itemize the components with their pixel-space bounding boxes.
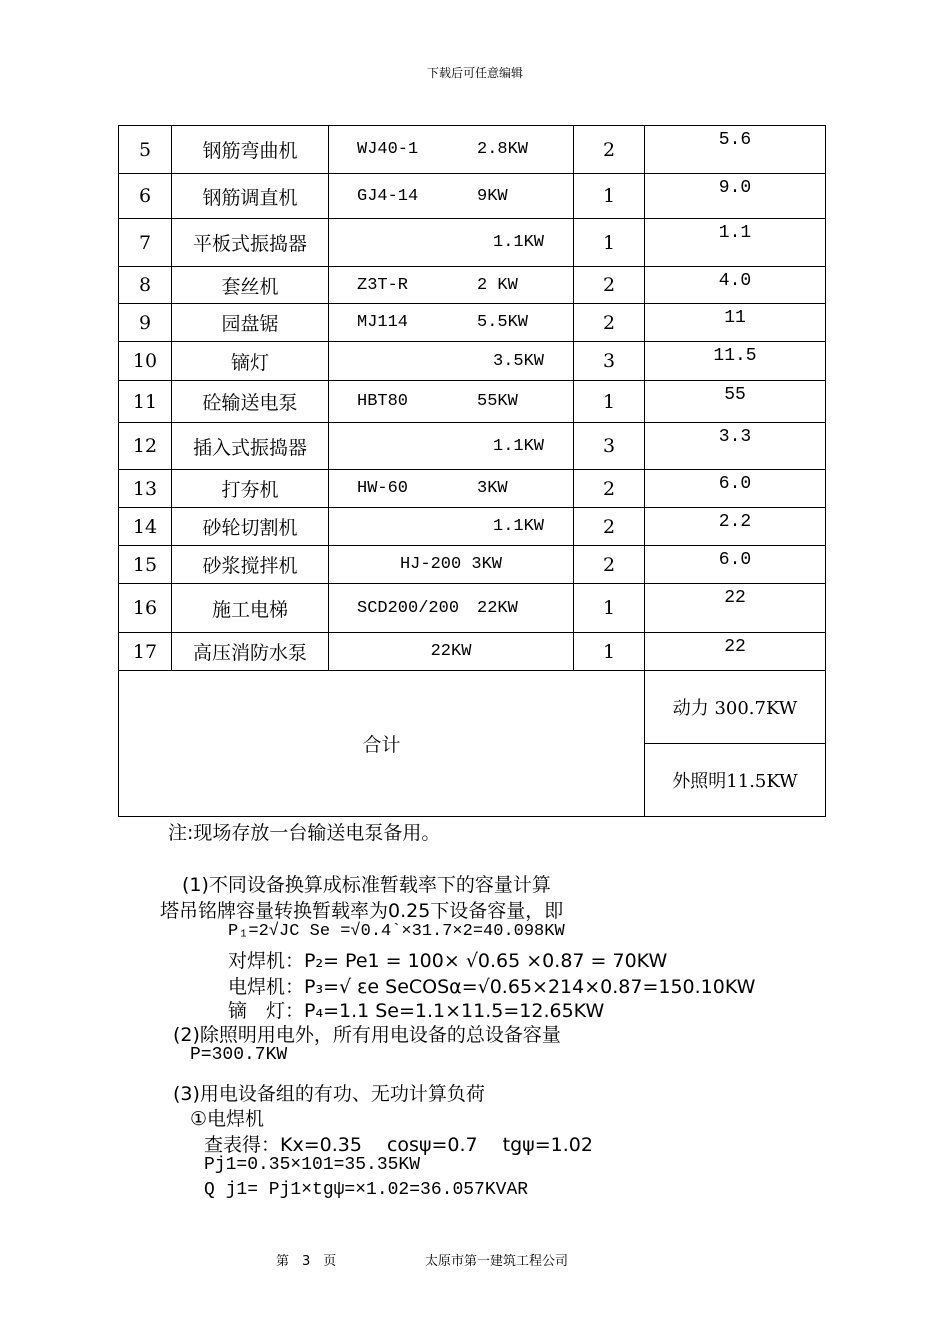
quantity: 2 bbox=[574, 126, 645, 174]
model-code: Z3T-R bbox=[357, 275, 409, 295]
quantity: 2 bbox=[574, 508, 645, 546]
row-number: 14 bbox=[119, 508, 172, 546]
row-number: 10 bbox=[119, 342, 172, 381]
quantity: 3 bbox=[574, 423, 645, 470]
table-row bbox=[119, 304, 826, 342]
formula-p4: 镝 灯：P₄=1.1 Se=1.1×11.5=12.65KW bbox=[228, 1000, 605, 1022]
rated-power: 2 KW bbox=[477, 275, 518, 295]
quantity: 1 bbox=[574, 633, 645, 671]
model-power bbox=[329, 508, 574, 546]
table-row bbox=[119, 423, 826, 470]
rated-power: 22KW bbox=[477, 598, 518, 618]
total-power: 2.2 bbox=[645, 508, 826, 546]
model-power bbox=[329, 267, 574, 304]
equipment-name: 打夯机 bbox=[172, 470, 329, 508]
formula-p1: P₁=2√JC Se =√0.4`×31.7×2=40.098KW bbox=[228, 922, 565, 941]
table-row bbox=[119, 267, 826, 304]
model-power bbox=[329, 342, 574, 381]
rated-power: 55KW bbox=[477, 392, 518, 411]
total-power: 55 bbox=[645, 381, 826, 423]
table-row bbox=[119, 126, 826, 174]
model-power bbox=[329, 546, 574, 584]
section-3-sub: ①电焊机 bbox=[190, 1108, 265, 1130]
total-power: 22 bbox=[645, 633, 826, 671]
model-power bbox=[329, 633, 574, 671]
equipment-name: 钢筋调直机 bbox=[172, 174, 329, 219]
row-number: 6 bbox=[119, 174, 172, 219]
model-code: 22KW bbox=[430, 642, 472, 661]
row-number: 12 bbox=[119, 423, 172, 470]
model-code: HBT80 bbox=[357, 392, 409, 411]
total-power: 11 bbox=[645, 304, 826, 342]
model-code: SCD200/200 bbox=[357, 598, 460, 618]
model-code: WJ40-1 bbox=[357, 140, 419, 159]
section-2-title: (2)除照明用电外，所有用电设备的总设备容量 bbox=[173, 1024, 561, 1046]
model-power bbox=[329, 174, 574, 219]
lookup-line: 查表得：Kx=0.35 cosψ=0.7 tgψ=1.02 bbox=[204, 1134, 593, 1156]
table-row bbox=[119, 470, 826, 508]
equipment-name: 平板式振捣器 bbox=[172, 219, 329, 267]
rated-power: 3KW bbox=[477, 479, 508, 498]
total-power: 5.6 bbox=[645, 126, 826, 174]
quantity: 1 bbox=[574, 381, 645, 423]
table-row bbox=[119, 381, 826, 423]
summary-power: 动力 300.7KW bbox=[645, 671, 826, 744]
section-1-title: (1)不同设备换算成标准暂载率下的容量计算 bbox=[182, 874, 551, 896]
model-code: HW-60 bbox=[357, 479, 409, 498]
quantity: 1 bbox=[574, 174, 645, 219]
table-row bbox=[119, 633, 826, 671]
table-row bbox=[119, 342, 826, 381]
quantity: 2 bbox=[574, 546, 645, 584]
equipment-name: 钢筋弯曲机 bbox=[172, 126, 329, 174]
page-number: 第 3 页 bbox=[276, 1254, 337, 1269]
equipment-name: 施工电梯 bbox=[172, 584, 329, 633]
model-code: GJ4-14 bbox=[357, 186, 419, 206]
row-number: 15 bbox=[119, 546, 172, 584]
model-power bbox=[329, 423, 574, 470]
row-number: 11 bbox=[119, 381, 172, 423]
section-3-title: (3)用电设备组的有功、无功计算负荷 bbox=[173, 1083, 485, 1105]
total-power: 6.0 bbox=[645, 546, 826, 584]
rated-power: 2.8KW bbox=[477, 140, 529, 159]
page-header: 下载后可任意编辑 bbox=[426, 66, 523, 80]
formula-qj1: Q j1= Pj1×tgψ=×1.02=36.057KVAR bbox=[204, 1180, 529, 1200]
rated-power: 1.1KW bbox=[493, 233, 545, 252]
row-number: 9 bbox=[119, 304, 172, 342]
table-row bbox=[119, 584, 826, 633]
equipment-name: 园盘锯 bbox=[172, 304, 329, 342]
quantity: 2 bbox=[574, 267, 645, 304]
equipment-table bbox=[118, 125, 826, 817]
formula-p2: 对焊机：P₂= Pe1 = 100× √0.65 ×0.87 = 70KW bbox=[228, 950, 668, 972]
table-row bbox=[119, 219, 826, 267]
total-power: 6.0 bbox=[645, 470, 826, 508]
rated-power: 1.1KW bbox=[493, 517, 545, 536]
equipment-name: 套丝机 bbox=[172, 267, 329, 304]
quantity: 1 bbox=[574, 584, 645, 633]
model-power bbox=[329, 381, 574, 423]
total-power: 4.0 bbox=[645, 267, 826, 304]
table-row bbox=[119, 546, 826, 584]
model-code: MJ114 bbox=[357, 313, 409, 332]
model-power bbox=[329, 219, 574, 267]
equipment-name: 砂浆搅拌机 bbox=[172, 546, 329, 584]
section-1-line: 塔吊铭牌容量转换暂载率为0.25下设备容量，即 bbox=[160, 900, 564, 922]
row-number: 16 bbox=[119, 584, 172, 633]
quantity: 2 bbox=[574, 470, 645, 508]
company-name: 太原市第一建筑工程公司 bbox=[425, 1254, 569, 1269]
row-number: 7 bbox=[119, 219, 172, 267]
summary-row bbox=[119, 671, 826, 744]
equipment-name: 砼输送电泵 bbox=[172, 381, 329, 423]
equipment-name: 镝灯 bbox=[172, 342, 329, 381]
table-row bbox=[119, 174, 826, 219]
quantity: 1 bbox=[574, 219, 645, 267]
total-capacity: P=300.7KW bbox=[190, 1045, 288, 1065]
summary-label: 合计 bbox=[119, 671, 645, 817]
model-power bbox=[329, 470, 574, 508]
equipment-name: 高压消防水泵 bbox=[172, 633, 329, 671]
rated-power: 5.5KW bbox=[477, 313, 529, 332]
row-number: 8 bbox=[119, 267, 172, 304]
note: 注:现场存放一台输送电泵备用。 bbox=[168, 822, 441, 844]
row-number: 5 bbox=[119, 126, 172, 174]
rated-power: 3.5KW bbox=[493, 351, 545, 371]
table-row bbox=[119, 508, 826, 546]
formula-pj1: Pj1=0.35×101=35.35KW bbox=[204, 1155, 421, 1175]
total-power: 1.1 bbox=[645, 219, 826, 267]
rated-power: 9KW bbox=[477, 186, 508, 206]
equipment-name: 插入式振捣器 bbox=[172, 423, 329, 470]
row-number: 17 bbox=[119, 633, 172, 671]
model-power bbox=[329, 126, 574, 174]
quantity: 2 bbox=[574, 304, 645, 342]
model-power bbox=[329, 584, 574, 633]
summary-lighting: 外照明11.5KW bbox=[645, 744, 826, 817]
row-number: 13 bbox=[119, 470, 172, 508]
rated-power: 1.1KW bbox=[493, 436, 545, 456]
equipment-name: 砂轮切割机 bbox=[172, 508, 329, 546]
model-power bbox=[329, 304, 574, 342]
total-power: 22 bbox=[645, 584, 826, 633]
quantity: 3 bbox=[574, 342, 645, 381]
model-code: HJ-200 3KW bbox=[399, 555, 503, 574]
total-power: 9.0 bbox=[645, 174, 826, 219]
total-power: 11.5 bbox=[645, 342, 826, 381]
total-power: 3.3 bbox=[645, 423, 826, 470]
formula-p3: 电焊机：P₃=√ εe SeCOSα=√0.65×214×0.87=150.10KW bbox=[228, 976, 756, 998]
